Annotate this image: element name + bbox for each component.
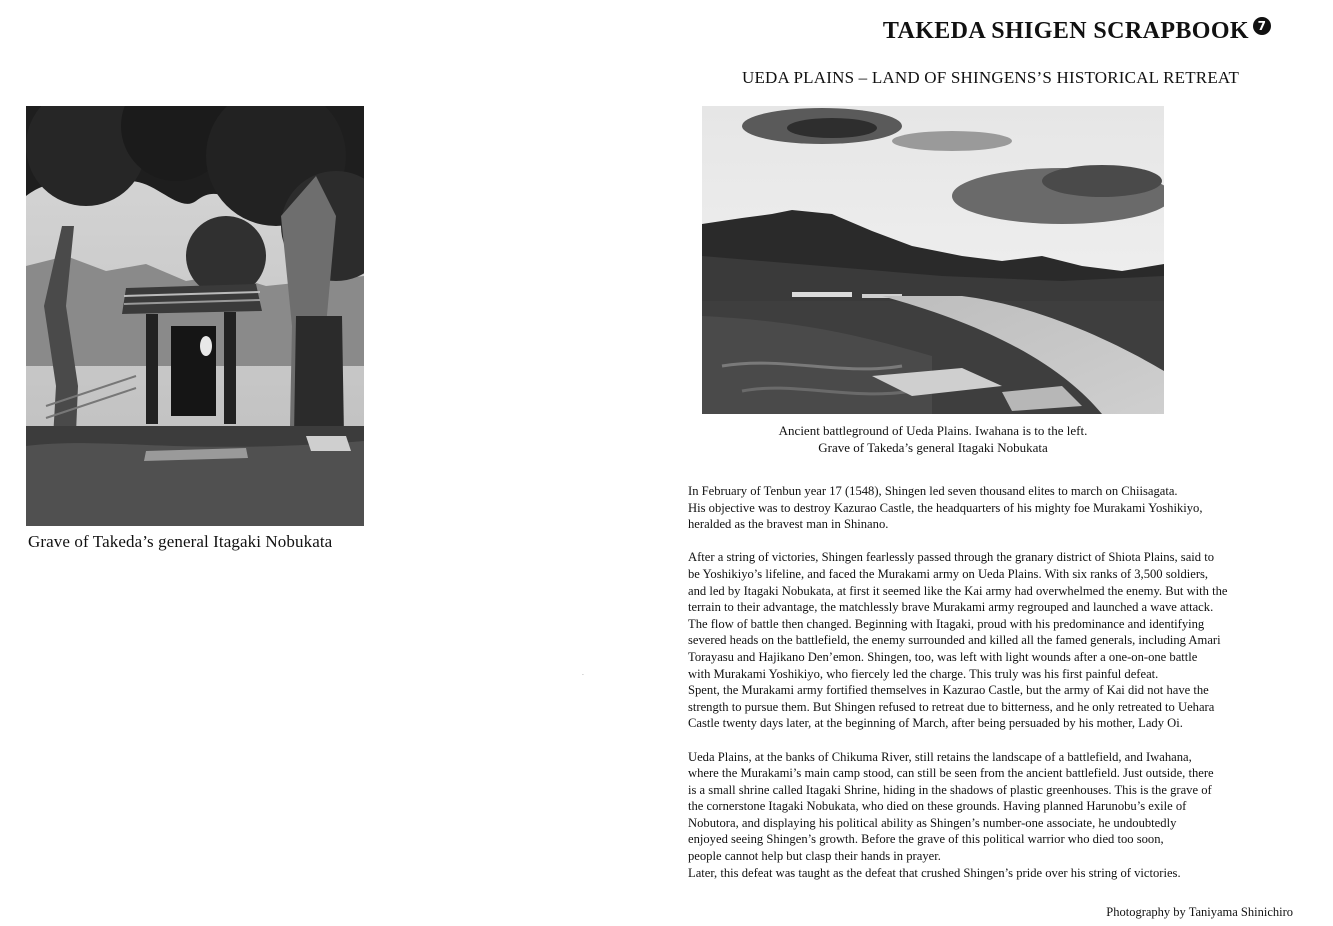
text-line: In February of Tenbun year 17 (1548), Shingen led seven thousand elites to march on Chiisagata. [688, 484, 1178, 498]
page-title [883, 18, 1271, 45]
caption-line: Grave of Takeda’s general Itagaki Nobukata [818, 440, 1048, 455]
text-line: Nobutora, and displaying his political ability as Shingen’s number-one associate, he undoubtedly [688, 815, 1177, 830]
paragraph [688, 483, 1298, 533]
text-line: strength to pursue them. But Shingen refused to retreat due to bitterness, and he only retreated to Uehara [688, 699, 1215, 714]
text-line: be Yoshikiyo’s lifeline, and faced the Murakami army on Ueda Plains. With six ranks of 3,500 soldiers, [688, 566, 1209, 581]
text-line: Ueda Plains, at the banks of Chikuma River, still retains the landscape of a battlefield, and Iwahana, [688, 749, 1192, 764]
text-line: with Murakami Yoshikiyo, who fiercely led the charge. This truly was his first painful defeat. [688, 666, 1159, 681]
text-line: Later, this defeat was taught as the defeat that crushed Shingen’s pride over his string of victories. [688, 865, 1181, 880]
plains-photo-caption [702, 422, 1164, 456]
page-number-badge: 7 [1253, 17, 1271, 35]
section-subtitle: UEDA PLAINS – LAND OF SHINGENS’S HISTORICAL RETREAT [742, 68, 1240, 87]
text-line: Castle twenty days later, at the beginning of March, after being persuaded by his mother, Lady Oi. [688, 716, 1183, 731]
text-line: severed heads on the battlefield, the enemy surrounded and killed all the famed generals, including Amari [688, 633, 1221, 648]
paragraph [688, 549, 1298, 732]
text-line: enjoyed seeing Shingen’s growth. Before the grave of this political warrior who died too soon, [688, 832, 1164, 847]
text-line: After a string of victories, Shingen fearlessly passed through the granary district of Shiota Plains, said to [688, 550, 1215, 565]
article-body [688, 483, 1298, 898]
photo-credit: Photography by Taniyama Shinichiro [1106, 905, 1293, 919]
gutter-mark: · [582, 672, 584, 679]
plains-photo [702, 106, 1164, 414]
text-line: people cannot help but clasp their hands in prayer. [688, 849, 941, 864]
shrine-photo [26, 106, 364, 526]
text-line: His objective was to destroy Kazurao Castle, the headquarters of his mighty foe Murakami Yoshikiyo, [688, 500, 1203, 515]
text-line: the cornerstone Itagaki Nobukata, who died on these grounds. Having planned Harunobu’s exile of [688, 799, 1187, 814]
text-line: Torayasu and Hajikano Den’emon. Shingen, too, was left with light wounds after a one-on-one battle [688, 649, 1198, 664]
text-line: where the Murakami’s main camp stood, can still be seen from the ancient battlefield. Just outside, there [688, 766, 1214, 781]
text-line: The flow of battle then changed. Beginning with Itagaki, proud with his predominance and identifying [688, 616, 1205, 631]
title-text: TAKEDA SHIGEN SCRAPBOOK [882, 18, 1249, 44]
paragraph [688, 749, 1298, 882]
text-line: is a small shrine called Itagaki Shrine, hiding in the shadows of plastic greenhouses. This is the grave of [688, 782, 1212, 797]
text-line: and led by Itagaki Nobukata, at first it seemed like the Kai army had overwhelmed the enemy. But with the [688, 583, 1228, 598]
caption-line: Ancient battleground of Ueda Plains. Iwahana is to the left. [778, 423, 1088, 438]
text-line: terrain to their advantage, the matchlessly brave Murakami army regrouped and launched a wave attack. [688, 600, 1214, 615]
text-line: Spent, the Murakami army fortified themselves in Kazurao Castle, but the army of Kai did not have the [688, 683, 1209, 698]
left-photo-caption: Grave of Takeda’s general Itagaki Nobukata [28, 532, 333, 551]
text-line: heralded as the bravest man in Shinano. [688, 517, 889, 532]
